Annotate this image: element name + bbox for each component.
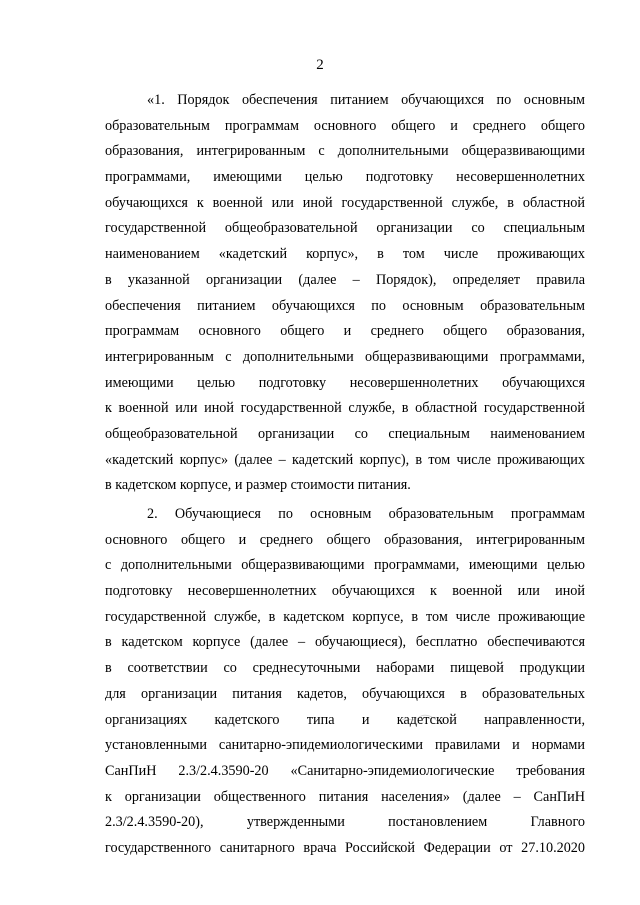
- text-line: к организации общественного питания населения» (далее – СанПиН: [105, 788, 585, 805]
- text-line: «1. Порядок обеспечения питанием обучающихся по основным: [147, 92, 585, 108]
- text-line: для организации питания кадетов, обучающихся в образовательных: [105, 685, 585, 702]
- text-line: подготовку несовершеннолетних обучающихся к военной или иной: [105, 583, 585, 600]
- page-number: 2: [316, 57, 324, 73]
- text-line: основного общего и среднего общего образования, интегрированным: [105, 531, 585, 548]
- text-line: наименованием «кадетский корпус», в том числе проживающих: [105, 246, 585, 263]
- text-line: образовательным программам основного общего и среднего общего: [105, 117, 585, 134]
- text-line: СанПиН 2.3/2.4.3590-20 «Санитарно-эпидемиологические требования: [105, 762, 585, 779]
- paragraph-1: [105, 88, 585, 499]
- text-line: государственной общеобразовательной организации со специальным: [105, 220, 585, 237]
- paragraph-2: [105, 502, 585, 862]
- text-line: государственной службе, в кадетском корпусе, в том числе проживающие: [105, 608, 585, 625]
- document-body: [105, 88, 585, 862]
- text-line: к военной или иной государственной службе, в областной государственной: [105, 400, 585, 417]
- text-line: государственного санитарного врача Российской Федерации от 27.10.2020: [105, 839, 585, 856]
- text-line: 2.3/2.4.3590-20), утвержденными постановлением Главного: [105, 814, 585, 831]
- text-line: в указанной организации (далее – Порядок), определяет правила: [105, 271, 585, 288]
- scan-smudge: [398, 712, 444, 726]
- text-line: 2. Обучающиеся по основным образовательным программам: [147, 506, 585, 522]
- text-line: обеспечения питанием обучающихся по основным образовательным: [105, 297, 585, 314]
- text-line: установленными санитарно-эпидемиологическими правилами и нормами: [105, 737, 585, 754]
- text-line: в кадетском корпусе (далее – обучающиеся), бесплатно обеспечиваются: [105, 634, 585, 651]
- text-line: с дополнительными общеразвивающими программами, имеющими целью: [105, 557, 585, 574]
- text-line: общеобразовательной организации со специальным наименованием: [105, 425, 585, 442]
- text-line: программами, имеющими целью подготовку несовершеннолетних: [105, 169, 585, 186]
- text-line: в кадетском корпусе, и размер стоимости питания.: [105, 477, 411, 494]
- text-line: интегрированным с дополнительными общеразвивающими программами,: [105, 348, 585, 365]
- text-line: в соответствии со среднесуточными наборами пищевой продукции: [105, 660, 585, 677]
- text-line: программам основного общего и среднего общего образования,: [105, 323, 585, 340]
- text-line: имеющими целью подготовку несовершеннолетних обучающихся: [105, 374, 585, 391]
- text-line: обучающихся к военной или иной государственной службе, в областной: [105, 194, 585, 211]
- text-line: организациях кадетского типа и кадетской направленности,: [105, 711, 585, 728]
- text-line: «кадетский корпус» (далее – кадетский корпус), в том числе проживающих: [105, 451, 585, 468]
- text-line: образования, интегрированным с дополнительными общеразвивающими: [105, 143, 585, 160]
